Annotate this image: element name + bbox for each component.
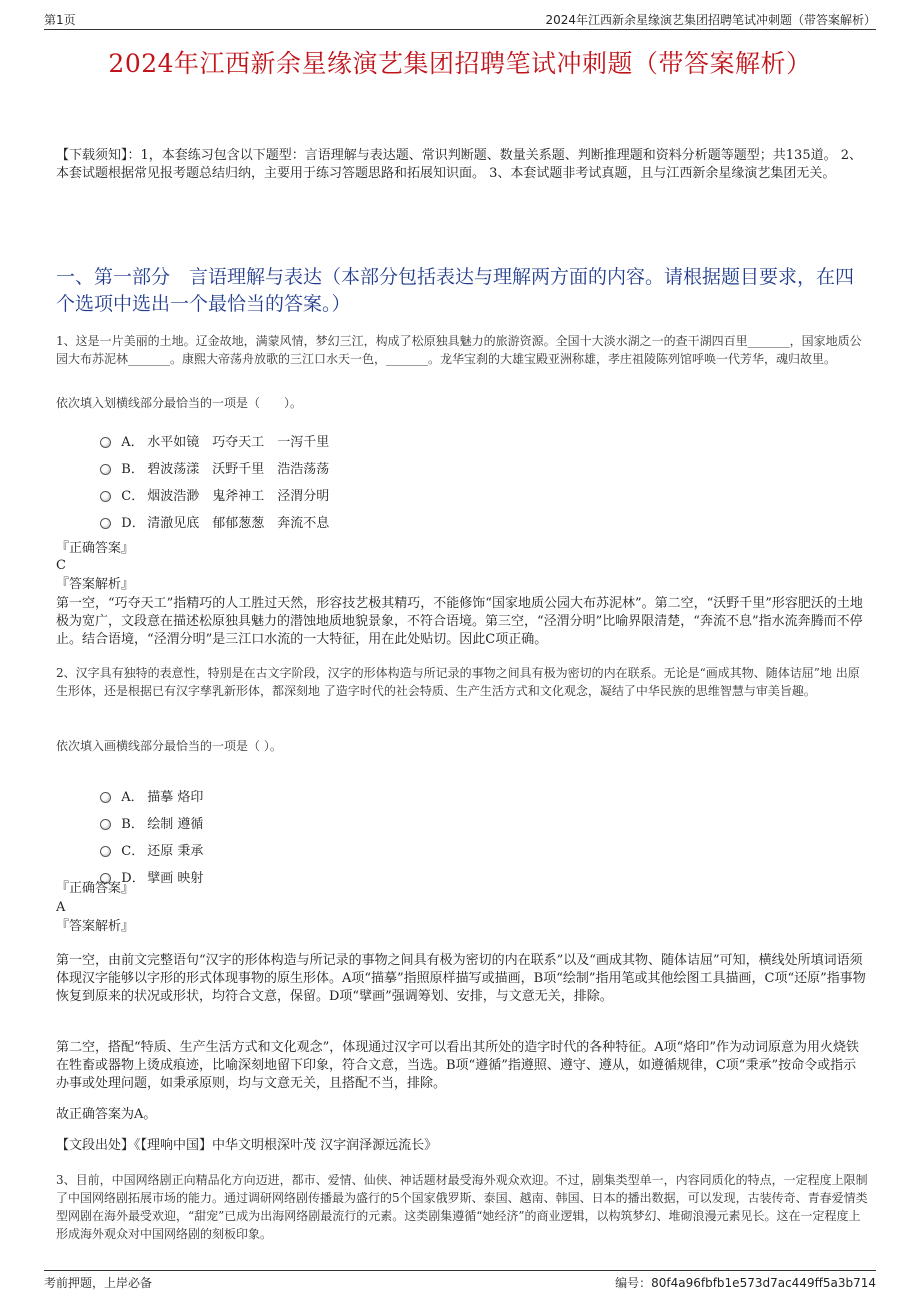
footer-slogan: 考前押题，上岸必备 [44,1276,153,1290]
section-heading: 一、第一部分 言语理解与表达（本部分包括表达与理解两方面的内容。请根据题目要求，在四个选项中选出一个最恰当的答案。） [56,266,855,315]
question-1-option-d[interactable]: D． 清澈见底 郁郁葱葱 奔流不息 [92,497,329,533]
question-1-option-b[interactable]: B． 碧波荡漾 沃野千里 浩浩荡荡 [92,443,329,479]
footer-serial-number: 编号：80f4a96fbfb1e573d7ac449ff5a3b714 [615,1276,876,1290]
question-3-stem: 3、目前，中国网络剧正向精品化方向迈进，都市、爱情、仙侠、神话题材最受海外观众欢迎。不过，剧集类型单一，内容同质化的特点，一定程度上限制了中国网络剧拓展市场的能力。通过调研网络剧传播最为盛行的5个国家俄罗斯、泰国、越南、韩国、日本的播出数据，可以发现，古装传奇、青春爱情类型网剧在海外最受欢迎，“甜宠”已成为出海网络剧最流行的元素。这类剧集遵循“她经济”的商业逻辑，以构筑梦幻、堆砌浪漫元素见长。这在一定程度上形成海外观众对中国网络剧的刻板印象。 [56,1173,868,1241]
question-2-answer: A [56,900,66,915]
header-doc-title: 2024年江西新余星缘演艺集团招聘笔试冲刺题（带答案解析） [545,13,876,27]
question-2-option-d[interactable]: D． 擘画 映射 [92,852,203,888]
question-2-stem: 2、汉字具有独特的表意性，特别是在古文字阶段，汉字的形体构造与所记录的事物之间具有极为密切的内在联系。无论是“画成其物、随体诘屈”地 出原生形体，还是根据已有汉字孳乳新形体，都深刻地 了造字时代的社会特质、生产生活方式和文化观念，凝结了中华民族的思维智慧与审美旨趣。 [56,666,860,698]
page-number: 第1页 [44,13,76,27]
question-2-analysis-label: 『答案解析』 [56,919,135,934]
question-2-prompt: 依次填入画横线部分最恰当的一项是（ ）。 [56,739,282,753]
page-header [44,8,876,30]
radio-icon[interactable] [100,518,111,529]
question-2-analysis-paragraph-2: 第二空，搭配“特质、生产生活方式和文化观念”，体现通过汉字可以看出其所处的造字时代的各种特征。A项“烙印”作为动词原意为用火烧铁在牲畜或器物上烫成痕迹，比喻深刻地留下印象，符合文意，当选。B项“遵循”指遵照、遵守、遵从，如遵循规律，C项“秉承”按命令或指示办事或处理问题，如秉承原则，均与文意无关，且搭配不当，排除。 [56,1040,859,1091]
question-2-analysis-paragraph-1: 第一空，由前文完整语句“汉字的形体构造与所记录的事物之间具有极为密切的内在联系”以及“画成其物、随体诘屈”可知，横线处所填词语须体现汉字能够以字形的形式体现事物的原生形体。A项“描摹”指照原样描写或描画，B项“绘制”指用笔或其他绘图工具描画，C项“还原”指事物恢复到原来的状况或形状，均符合文意，保留。D项“擘画”强调筹划、安排，与文意无关，排除。 [56,953,866,1004]
question-1-analysis: 第一空，“巧夺天工”指精巧的人工胜过天然，形容技艺极其精巧，不能修饰“国家地质公园大布苏泥林”。第二空，“沃野千里”形容肥沃的土地极为宽广，文段意在描述松原独具魅力的潜蚀地质地貌景象，不符合语境。第三空，“泾渭分明”比喻界限清楚，“奔流不息”指水流奔腾而不停止。结合语境，“泾渭分明”是三江口水流的一大特征，用在此处贴切。因此C项正确。 [56,596,863,647]
question-2-conclusion: 故正确答案为A。 [56,1107,157,1122]
question-2-answer-label: 『正确答案』 [56,881,135,896]
question-1-option-a[interactable]: A． 水平如镜 巧夺天工 一泻千里 [92,416,329,452]
question-1-prompt: 依次填入划横线部分最恰当的一项是（ ）。 [56,396,303,410]
question-2-option-b[interactable]: B． 绘制 遵循 [92,798,203,834]
page-footer [44,1270,876,1292]
question-1-answer: C [56,558,66,573]
question-2-option-c[interactable]: C． 还原 秉承 [92,825,203,861]
question-2-source: 【文段出处】《【理响中国】中华文明根深叶茂 汉字润泽源远流长》 [56,1138,438,1153]
question-1-option-c[interactable]: C． 烟波浩渺 鬼斧神工 泾渭分明 [92,470,329,506]
question-2-option-a[interactable]: A． 描摹 烙印 [92,771,203,807]
document-title: 2024年江西新余星缘演艺集团招聘笔试冲刺题（带答案解析） [108,49,812,78]
question-1-stem: 1、这是一片美丽的土地。辽金故地，满蒙风情，梦幻三江，构成了松原独具魅力的旅游资源。全国十大淡水湖之一的查干湖四百里_______，国家地质公园大布苏泥林_______。康熙大帝荡舟放歌的三江口水天一色，_______。龙华宝刹的大雄宝殿亚洲称雄，孝庄祖陵陈列馆呼唤一代芳华，魂归故里。 [56,334,862,366]
question-1-analysis-label: 『答案解析』 [56,577,135,592]
download-notice: 【下载须知】：1，本套练习包含以下题型：言语理解与表达题、常识判断题、数量关系题、判断推理题和资料分析题等题型；共135道。 2、本套试题根据常见报考题总结归纳，主要用于练习答题思路和拓展知识面。 3、本套试题非考试真题，且与江西新余星缘演艺集团无关。 [56,148,862,181]
question-1-answer-label: 『正确答案』 [56,541,135,556]
